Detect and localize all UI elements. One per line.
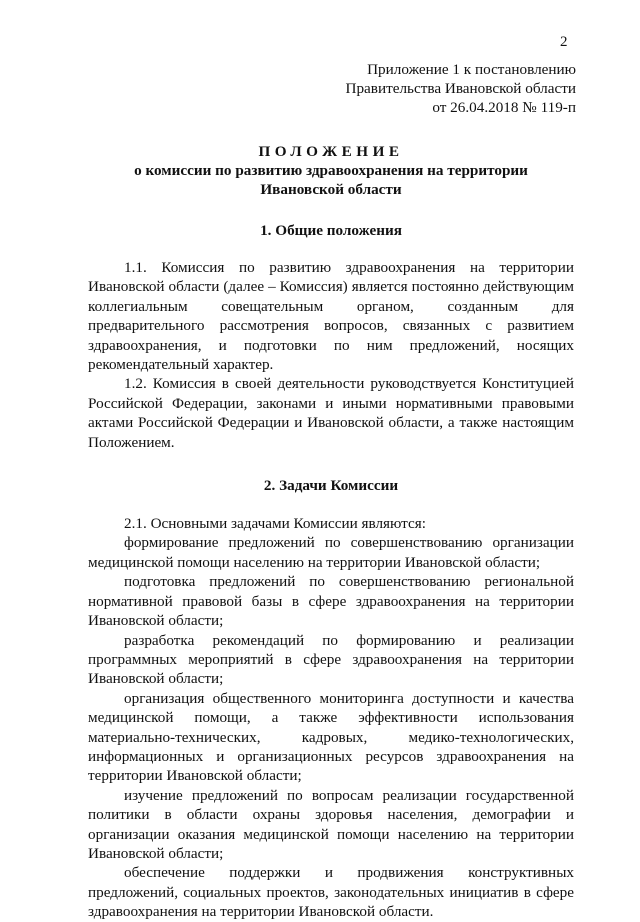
paragraph: организация общественного мониторинга доступности и качества медицинской помощи, а также эффективности использования материально-технических, кадровых, медико-технологических, информационных и организационных ресурсов здравоохранения на территории Ивановской области;	[88, 689, 574, 785]
section-heading-tasks: 2. Задачи Комиссии	[263, 477, 399, 495]
paragraph: формирование предложений по совершенствованию организации медицинской помощи населению на территории Ивановской области;	[88, 534, 574, 571]
document-title	[88, 142, 574, 199]
appendix-line: от 26.04.2018 № 119-п	[432, 99, 576, 116]
paragraph: разработка рекомендаций по формированию и реализации программных мероприятий в сфере здравоохранения на территории Ивановской области;	[88, 631, 574, 688]
paragraph: подготовка предложений по совершенствованию региональной нормативной правовой базы в сфере здравоохранения на территории Ивановской области;	[88, 573, 574, 630]
paragraph: 1.2. Комиссия в своей деятельности руководствуется Конституцией Российской Федерации, законами и иными нормативными правовыми актами Российской Федерации и Ивановской области, а также настоящим Положением.	[88, 375, 574, 451]
page-number: 2	[560, 34, 568, 50]
title-subtitle: Ивановской области	[260, 181, 402, 198]
title-subtitle: о комиссии по развитию здравоохранения на территории	[134, 162, 528, 179]
appendix-line: Приложение 1 к постановлению	[367, 61, 576, 78]
paragraph: 2.1. Основными задачами Комиссии являются:	[124, 515, 426, 533]
section-heading-general: 1. Общие положения	[260, 222, 402, 239]
paragraph: 1.1. Комиссия по развитию здравоохранения на территории Ивановской области (далее – Комиссия) является постоянно действующим коллегиальным совещательным органом, созданным для предварительного рассмотрения вопросов, связанных с развитием здравоохранения, и подготовки по ним предложений, носящих рекомендательный характер.	[88, 259, 574, 374]
appendix-header	[246, 60, 576, 117]
document-body	[88, 142, 574, 922]
title-main: ПОЛОЖЕНИЕ	[258, 143, 404, 160]
paragraph: обеспечение поддержки и продвижения конструктивных предложений, социальных проектов, законодательных инициатив в сфере здравоохранения на территории Ивановской области.	[88, 864, 574, 921]
paragraph: изучение предложений по вопросам реализации государственной политики в области охраны здоровья населения, демографии и организации оказания медицинской помощи населению на территории Ивановской области;	[88, 786, 574, 862]
appendix-line: Правительства Ивановской области	[345, 80, 576, 97]
